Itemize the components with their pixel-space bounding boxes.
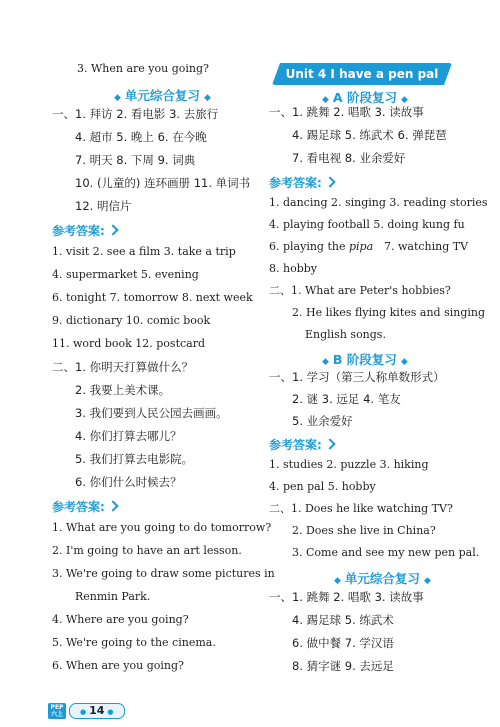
answer-line: 4. supermarket 5. evening [52, 268, 199, 281]
answer-line: 1. visit 2. see a film 3. take a trip [52, 245, 236, 258]
question-line: 3. Come and see my new pen pal. [292, 546, 480, 559]
decoration-icon: ◆ [322, 95, 329, 105]
question-line: English songs. [305, 328, 386, 341]
decoration-icon: ◆ [114, 93, 121, 103]
section-heading-b: ◆ B 阶段复习 ◆ [322, 352, 408, 367]
question-line: 2. 我要上美术课。 [75, 383, 171, 397]
answer-line: 4. Where are you going? [52, 613, 189, 626]
answer-line: 8. hobby [269, 262, 317, 275]
answer-line: 6. playing the pipa [269, 240, 374, 253]
question-line: 二、1. 你明天打算做什么？ [52, 360, 194, 374]
answer-line: 5. We're going to the cinema. [52, 636, 216, 649]
italic-word: pipa [348, 240, 374, 253]
section-heading-unit-review: ◆ 单元综合复习 ◆ [114, 88, 211, 103]
decoration-icon: ◆ [423, 576, 431, 586]
answer-line: 1. studies 2. puzzle 3. hiking [269, 458, 429, 471]
decoration-icon: ◆ [400, 95, 408, 105]
answer-line: 1. dancing 2. singing 3. reading stories [269, 196, 488, 209]
question-line: 2. He likes flying kites and singing [292, 306, 486, 319]
question-line: 二、1. What are Peter's hobbies? [269, 284, 451, 297]
decoration-icon: ◆ [322, 357, 329, 367]
vocab-line: 6. 做中餐 7. 学汉语 [292, 636, 394, 650]
vocab-line: 4. 超市 5. 晚上 6. 在今晚 [75, 130, 207, 144]
answer-line: 4. pen pal 5. hobby [269, 480, 376, 493]
reference-answers-heading: 参考答案: [269, 436, 334, 453]
reference-answers-heading: 参考答案: [52, 222, 117, 239]
decoration-icon: ◆ [203, 93, 211, 103]
dot-icon: ● [80, 708, 87, 716]
page-number: ● 14 ● [69, 703, 125, 719]
answer-line: 6. tonight 7. tomorrow 8. next week [52, 291, 253, 304]
answer-line: 3. We're going to draw some pictures in [52, 567, 275, 580]
question-line: 3. 我们要到人民公园去画画。 [75, 406, 228, 420]
page-footer [48, 703, 125, 719]
answer-line: Renmin Park. [75, 590, 151, 603]
question-line: 5. 我们打算去电影院。 [75, 452, 194, 466]
dot-icon: ● [107, 708, 114, 716]
section-heading-unit-review: ◆ 单元综合复习 ◆ [334, 571, 431, 586]
answer-line: 1. What are you going to do tomorrow? [52, 521, 272, 534]
question-line: 4. 你们打算去哪儿？ [75, 429, 182, 443]
decoration-icon: ◆ [400, 357, 408, 367]
vocab-line: 4. 踢足球 5. 练武术 6. 弹琵琶 [292, 128, 447, 142]
answer-line: 7. watching TV [384, 240, 469, 253]
vocab-line: 8. 猜字谜 9. 去远足 [292, 659, 394, 673]
question-line: 2. Does she live in China? [292, 524, 436, 537]
answer-line: 6. When are you going? [52, 659, 184, 672]
vocab-line: 2. 谜 3. 远足 4. 笔友 [292, 392, 401, 406]
vocab-line: 5. 业余爱好 [292, 414, 353, 428]
vocab-line: 12. 明信片 [75, 199, 132, 213]
vocab-line: 一、1. 跳舞 2. 唱歌 3. 读故事 [269, 105, 424, 119]
vocab-line: 10. (儿童的) 连环画册 11. 单词书 [75, 176, 251, 190]
vocab-line: 一、1. 跳舞 2. 唱歌 3. 读故事 [269, 590, 424, 604]
vocab-line: 7. 明天 8. 下周 9. 词典 [75, 153, 196, 167]
vocab-line: 一、1. 拜访 2. 看电影 3. 去旅行 [52, 107, 219, 121]
question-line: 6. 你们什么时候去？ [75, 475, 182, 489]
pep-badge: PEP 六上 [48, 703, 66, 719]
vocab-line: 7. 看电视 8. 业余爱好 [292, 151, 406, 165]
question-line: 二、1. Does he like watching TV? [269, 502, 453, 515]
decoration-icon: ◆ [334, 576, 341, 586]
answer-line: 2. I'm going to have an art lesson. [52, 544, 242, 557]
reference-answers-heading: 参考答案: [52, 498, 117, 515]
answer-line: 11. word book 12. postcard [52, 337, 206, 350]
answer-line: 9. dictionary 10. comic book [52, 314, 211, 327]
section-heading-a: ◆ A 阶段复习 ◆ [322, 90, 408, 105]
answer-line: 3. When are you going? [77, 62, 209, 75]
answer-line: 4. playing football 5. doing kung fu [269, 218, 465, 231]
reference-answers-heading: 参考答案: [269, 174, 334, 191]
vocab-line: 一、1. 学习（第三人称单数形式） [269, 370, 445, 384]
unit-title-banner: Unit 4 I have a pen pal [272, 63, 452, 85]
vocab-line: 4. 踢足球 5. 练武术 [292, 613, 394, 627]
